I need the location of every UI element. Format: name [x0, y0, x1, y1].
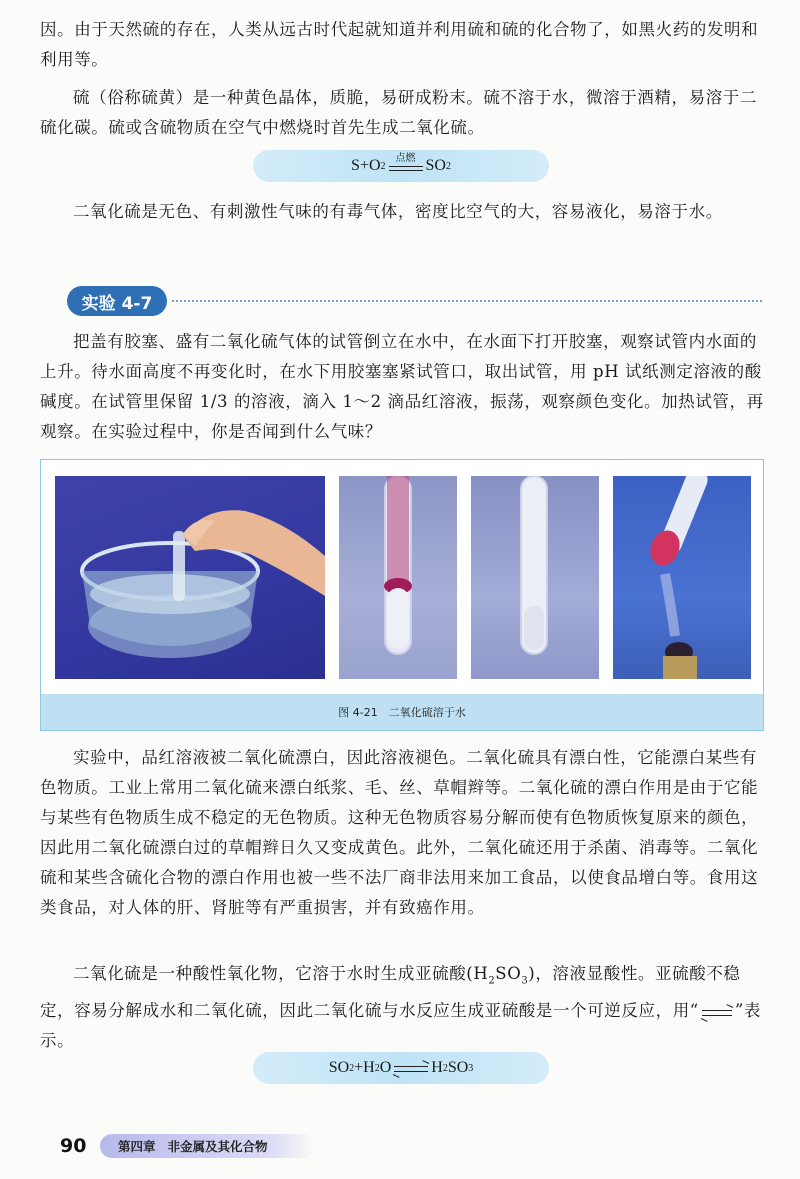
p5-part-d: ”表示。 [40, 1001, 761, 1051]
eq1-left: S+O [351, 157, 381, 174]
figure-caption: 图 4-21 二氧化硫溶于水 [41, 694, 763, 730]
paragraph-so2-properties: 二氧化硫是无色、有刺激性气味的有毒气体，密度比空气的大，容易液化，易溶于水。 [73, 202, 723, 221]
experiment-dotted-rule [172, 300, 762, 302]
photo-water-basin [55, 476, 325, 679]
p5-sub: 2 [488, 975, 496, 987]
eq2-left2-sub: 2 [374, 1062, 380, 1074]
p5-part-c: )，溶液显酸性。亚硫酸不稳定，容易分解成水和二氧化硫，因此二氧化硫与水反应生成亚硫酸是一个可逆反应，用“ [40, 964, 741, 1021]
eq1-right: SO [425, 157, 446, 174]
experiment-badge: 实验 4-7 [67, 286, 167, 316]
eq2-right-mid: SO [447, 1059, 469, 1076]
eq1-right-sub: 2 [445, 160, 451, 172]
eq2-plus: +H [354, 1059, 375, 1076]
chapter-label [100, 1134, 315, 1158]
eq1-left-sub: 2 [380, 160, 386, 172]
chapter-title: 非金属及其化合物 [167, 1139, 268, 1154]
eq2-right: H [431, 1059, 443, 1076]
photo-heated-test-tube [613, 476, 751, 679]
paragraph-sulfur-properties: 硫（俗称硫黄）是一种黄色晶体，质脆，易研成粉末。硫不溶于水，微溶于酒精，易溶于二硫化碳。硫或含硫物质在空气中燃烧时首先生成二氧化硫。 [40, 88, 757, 137]
eq2-left2-tail: O [379, 1059, 392, 1076]
experiment-text: 把盖有胶塞、盛有二氧化硫气体的试管倒立在水中，在水面下打开胶塞，观察试管内水面的上升。待水面高度不再变化时，在水下用胶塞塞紧试管口，取出试管，用 pH 试纸测定溶液的酸碱度。在试管里保留 1/3 的溶液，滴入 1～2 滴品红溶液，振荡，观察颜色变化。加热试管，再观察。在实验过程中，你是否闻到什么气味？ [40, 332, 764, 441]
paragraph-acidic-oxide [40, 959, 764, 1056]
chapter-number: 第四章 [118, 1139, 156, 1154]
p5-part-b: SO [495, 964, 522, 983]
p5-sub2: 3 [521, 975, 529, 987]
p5-part-a: 二氧化硫是一种酸性氧化物，它溶于水时生成亚硫酸(H [73, 964, 489, 983]
eq2-left1: SO [328, 1059, 350, 1076]
photo-test-tube-clear [471, 476, 599, 679]
figure-4-21 [40, 459, 764, 731]
eq1-condition: 点燃 [395, 153, 416, 164]
equation-sulfur-combustion [253, 150, 549, 182]
eq2-right-sub2: 3 [468, 1062, 474, 1074]
equation-so2-water [253, 1052, 549, 1084]
paragraph-continued: 因。由于天然硫的存在，人类从远古时代起就知道并利用硫和硫的化合物了，如黑火药的发明和利用等。 [40, 20, 759, 69]
page-number: 90 [60, 1135, 87, 1157]
eq1-arrow [389, 153, 423, 174]
eq2-left1-sub: 2 [349, 1062, 355, 1074]
photo-test-tube-magenta [339, 476, 457, 679]
paragraph-bleaching: 实验中，品红溶液被二氧化硫漂白，因此溶液褪色。二氧化硫具有漂白性，它能漂白某些有色物质。工业上常用二氧化硫来漂白纸浆、毛、丝、草帽辫等。二氧化硫的漂白作用是由于它能与某些有色物质生成不稳定的无色物质。这种无色物质容易分解而使有色物质恢复原来的颜色，因此用二氧化硫漂白过的草帽辫日久又变成黄色。此外，二氧化硫还用于杀菌、消毒等。二氧化硫和某些含硫化合物的漂白作用也被一些不法厂商非法用来加工食品，以使食品增白等。食用这类食品，对人体的肝、肾脏等有严重损害，并有致癌作用。 [40, 748, 759, 917]
eq2-reversible-arrow-icon [394, 1060, 428, 1076]
eq2-right-sub: 2 [442, 1062, 448, 1074]
reversible-arrow-icon [702, 1004, 732, 1020]
